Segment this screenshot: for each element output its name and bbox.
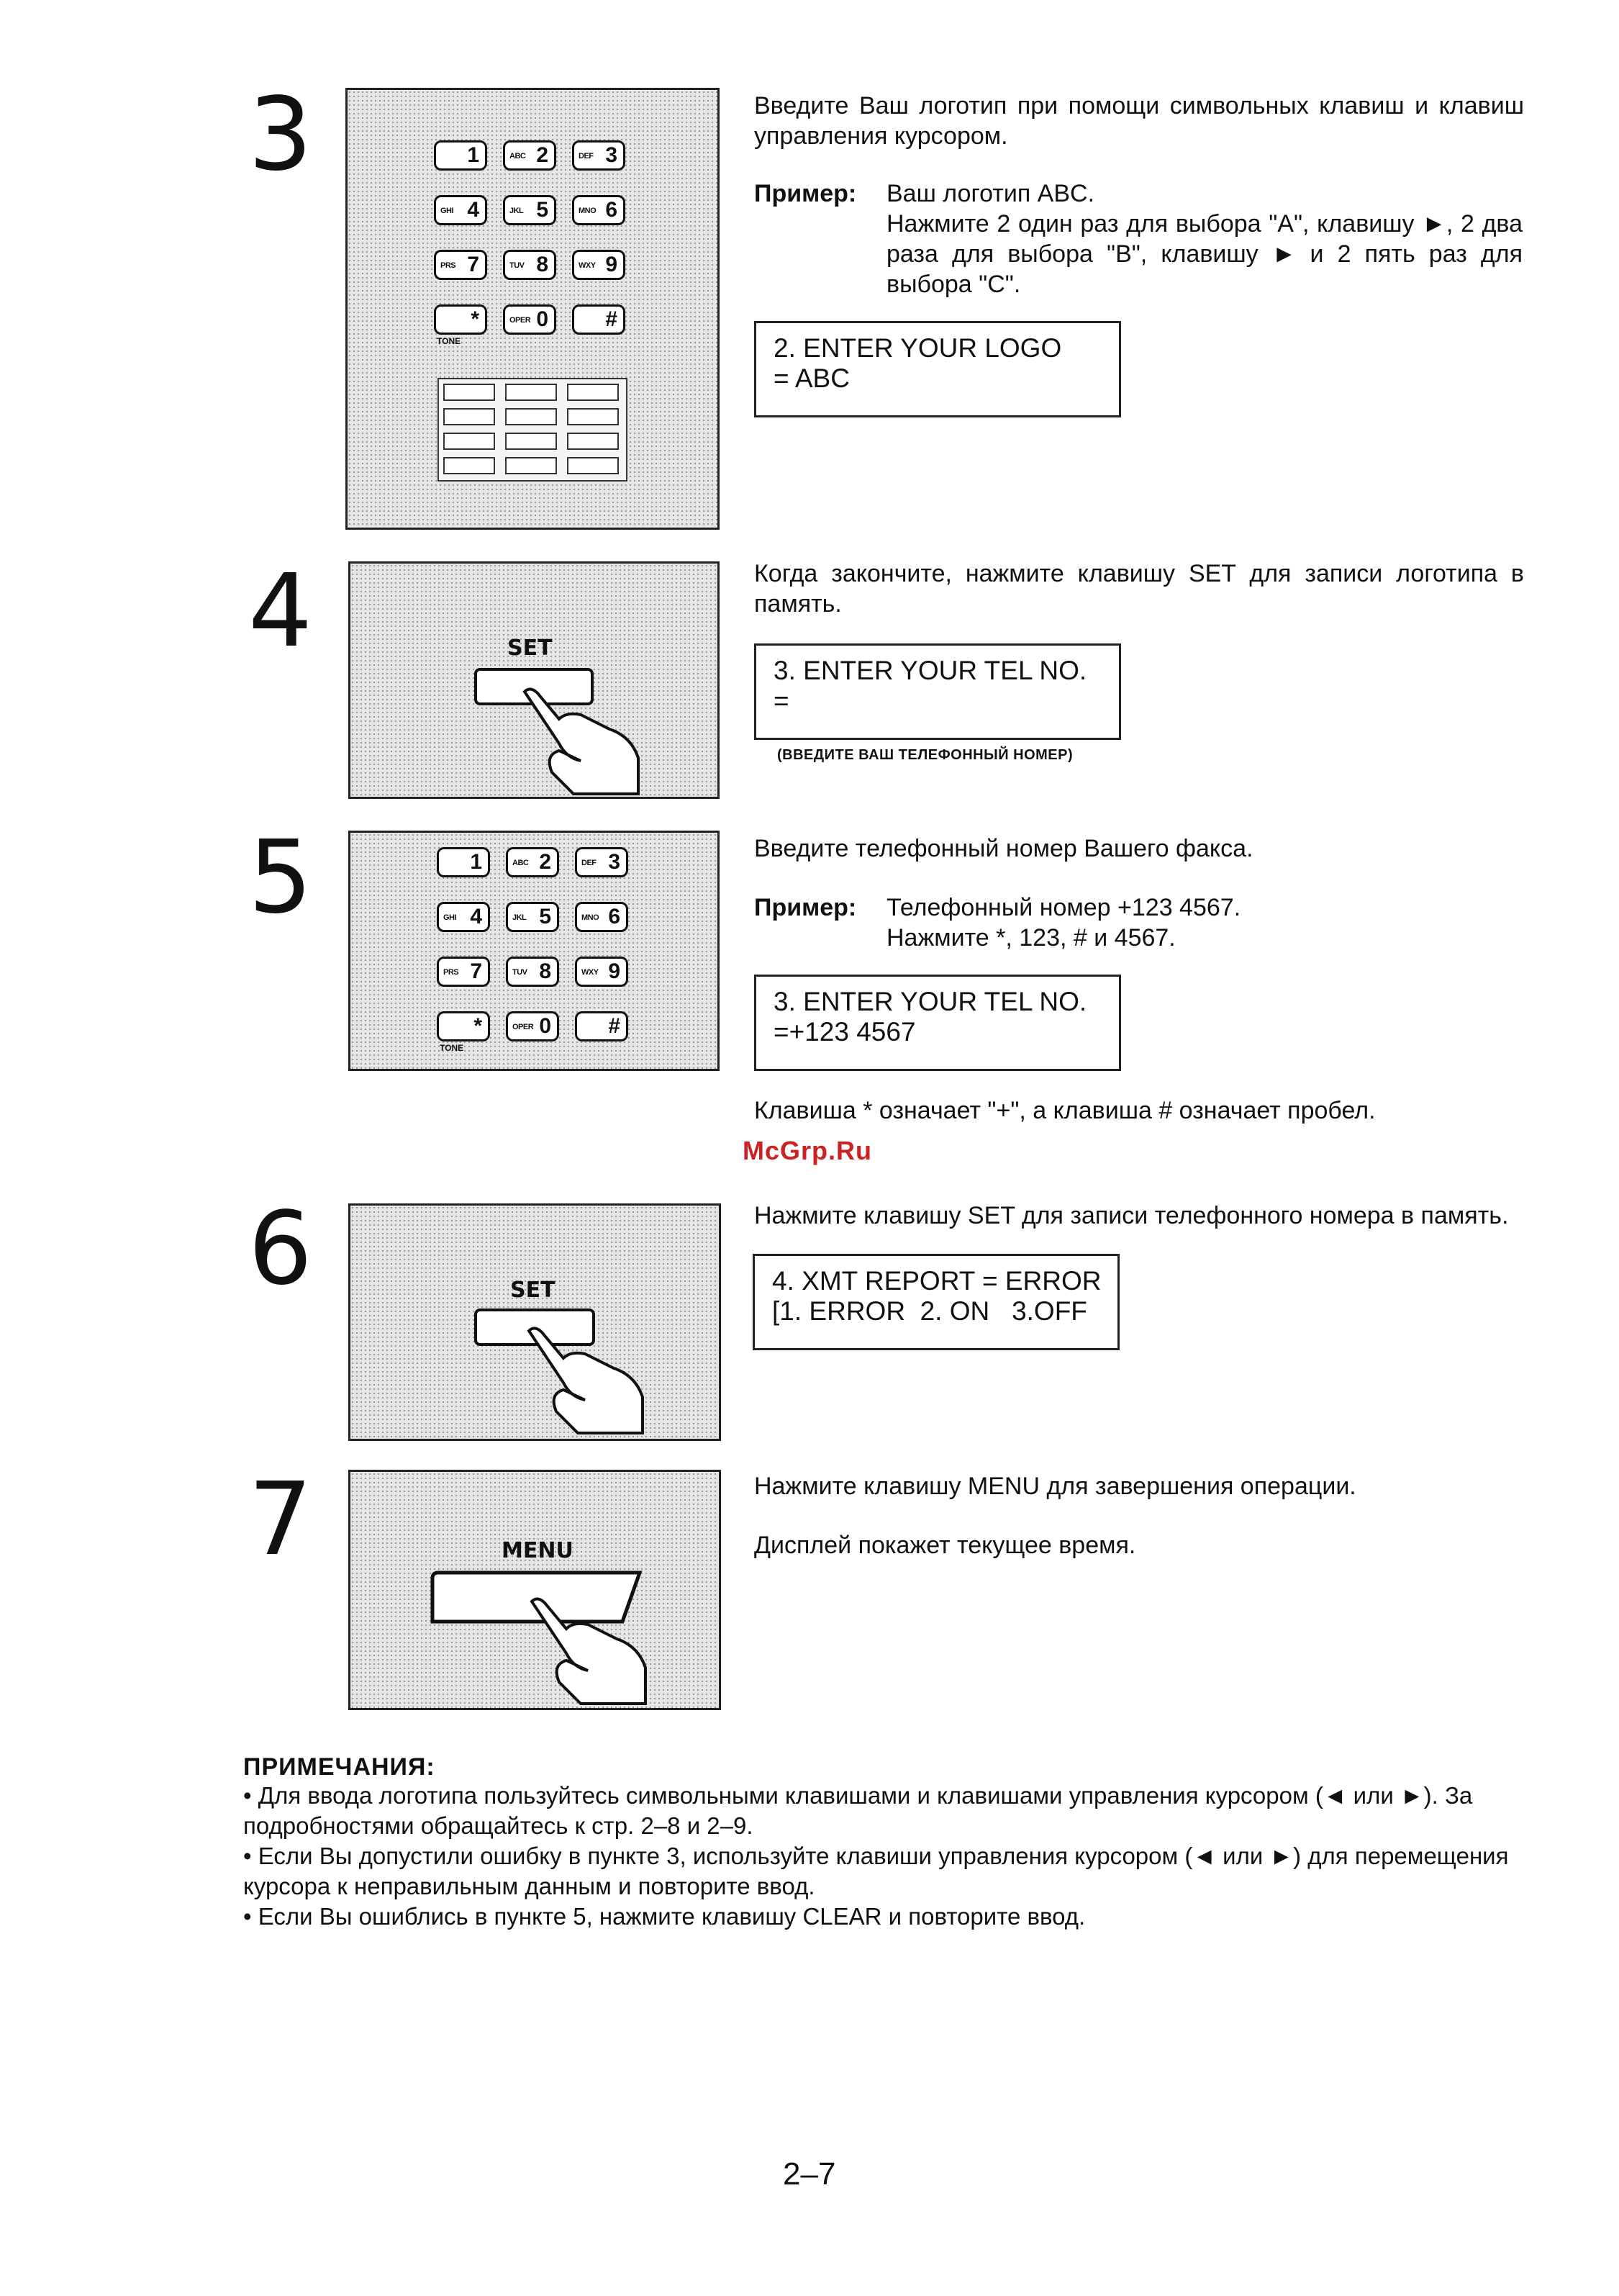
keypad-key-letters: GHI xyxy=(443,913,457,922)
keypad-key-digit: 7 xyxy=(467,253,479,276)
set-panel-step-4 xyxy=(348,561,720,799)
keypad-key-letters: WXY xyxy=(579,261,596,270)
keypad-key-letters: PRS xyxy=(443,968,459,977)
keypad-key-letters: DEF xyxy=(581,859,597,867)
pointing-hand-icon xyxy=(520,1325,657,1440)
note-item xyxy=(243,1902,1510,1932)
pointing-hand-icon xyxy=(523,1596,660,1711)
one-touch-key xyxy=(505,384,557,401)
display-line-2: =+123 4567 xyxy=(774,1017,916,1047)
bullet-icon: • xyxy=(243,1782,258,1809)
keypad-key-digit: 0 xyxy=(536,307,548,331)
display-step-4 xyxy=(754,643,1121,740)
step-7-text-2: Дисплей покажет текущее время. xyxy=(754,1532,1136,1559)
step-5-footnote: Клавиша * означает "+", а клавиша # означает пробел. xyxy=(754,1097,1376,1124)
keypad-key-letters: MNO xyxy=(581,913,599,922)
one-touch-key xyxy=(505,457,557,474)
one-touch-keys xyxy=(437,378,627,482)
tone-label: TONE xyxy=(437,336,461,346)
keypad-key-letters: PRS xyxy=(440,261,456,270)
step-3-example-line-1: Ваш логотип ABC. xyxy=(886,180,1095,207)
tone-label: TONE xyxy=(440,1043,464,1053)
one-touch-key xyxy=(505,408,557,425)
step-3-example-line-2: Нажмите 2 один раз для выбора "A", клавишу ►, 2 два раза для выбора "B", клавишу ► и 2 пять раз для выбора "C". xyxy=(886,210,1523,298)
keypad-key-digit: 4 xyxy=(467,198,479,222)
display-caption: (ВВЕДИТЕ ВАШ ТЕЛЕФОННЫЙ НОМЕР) xyxy=(777,747,1074,763)
keypad-key-digit: 9 xyxy=(608,959,620,983)
step-3-example-label: Пример: xyxy=(754,180,857,207)
note-item xyxy=(243,1841,1510,1902)
display-line-1: 2. ENTER YOUR LOGO xyxy=(774,333,1062,363)
keypad-key[interactable] xyxy=(437,847,490,877)
step-5-example-line-2: Нажмите *, 123, # и 4567. xyxy=(886,924,1176,952)
step-3-number: 3 xyxy=(248,76,313,194)
keypad-key[interactable] xyxy=(575,1011,628,1041)
page-number: 2–7 xyxy=(783,2156,836,2192)
keypad-key[interactable] xyxy=(503,250,556,280)
keypad-panel-step-3 xyxy=(345,88,720,530)
keypad-key[interactable] xyxy=(434,195,487,225)
one-touch-key xyxy=(443,457,495,474)
one-touch-key xyxy=(443,433,495,450)
notes-title: ПРИМЕЧАНИЯ: xyxy=(243,1753,435,1781)
keypad-key-letters: OPER xyxy=(512,1023,534,1031)
keypad-key-letters: WXY xyxy=(581,968,599,977)
step-5-intro: Введите телефонный номер Вашего факса. xyxy=(754,835,1253,862)
keypad-key[interactable] xyxy=(575,902,628,932)
keypad-key[interactable] xyxy=(506,957,559,987)
keypad-key[interactable] xyxy=(506,902,559,932)
keypad-key-digit: 5 xyxy=(536,198,548,222)
keypad-key-letters: ABC xyxy=(512,859,529,867)
keypad-key[interactable] xyxy=(434,140,487,171)
step-7-number: 7 xyxy=(248,1461,313,1578)
keypad-key-letters: DEF xyxy=(579,152,594,161)
keypad-key-digit: 2 xyxy=(539,850,551,874)
note-text: Если Вы ошиблись в пункте 5, нажмите клавишу CLEAR и повторите ввод. xyxy=(258,1903,1086,1930)
step-5-number: 5 xyxy=(248,819,313,936)
bullet-icon: • xyxy=(243,1843,258,1869)
display-step-5 xyxy=(754,975,1121,1071)
step-3-intro: Введите Ваш логотип при помощи символьных клавиш и клавиш управления курсором. xyxy=(754,92,1524,150)
keypad-key[interactable] xyxy=(434,250,487,280)
keypad-key[interactable] xyxy=(503,195,556,225)
keypad-key[interactable] xyxy=(506,1011,559,1041)
keypad-key[interactable] xyxy=(575,847,628,877)
keypad-key-digit: # xyxy=(605,307,617,331)
one-touch-key xyxy=(567,457,619,474)
keypad-panel-step-5 xyxy=(348,831,720,1071)
display-step-3 xyxy=(754,321,1121,417)
keypad-key-letters: JKL xyxy=(509,207,524,215)
set-panel-step-6 xyxy=(348,1203,721,1441)
one-touch-key xyxy=(443,408,495,425)
one-touch-key xyxy=(567,433,619,450)
step-6-number: 6 xyxy=(248,1190,313,1308)
note-text: Для ввода логотипа пользуйтесь символьными клавишами и клавишами управления курсором (◄ или ►). За подробностями обращайтесь к стр. 2–8 и 2–9. xyxy=(243,1782,1473,1839)
keypad-key-letters: ABC xyxy=(509,152,526,161)
keypad-key[interactable] xyxy=(437,1011,490,1041)
display-line-2: [1. ERROR 2. ON 3.OFF xyxy=(772,1296,1087,1326)
note-text: Если Вы допустили ошибку в пункте 3, используйте клавиши управления курсором (◄ или ►) для перемещения курсора к неправильным данным и повторите ввод. xyxy=(243,1843,1509,1899)
one-touch-key xyxy=(567,408,619,425)
keypad-key-letters: MNO xyxy=(579,207,597,215)
keypad-key-digit: 6 xyxy=(605,198,617,222)
keypad-key[interactable] xyxy=(575,957,628,987)
keypad-key[interactable] xyxy=(503,304,556,335)
keypad-key-digit: 2 xyxy=(536,143,548,167)
display-line-1: 4. XMT REPORT = ERROR xyxy=(772,1266,1102,1296)
keypad-key-digit: 9 xyxy=(605,253,617,276)
step-5-example-label: Пример: xyxy=(754,894,857,921)
keypad-key-letters: TUV xyxy=(512,968,527,977)
keypad-key-digit: # xyxy=(608,1014,620,1038)
keypad-key[interactable] xyxy=(572,250,625,280)
keypad-key[interactable] xyxy=(434,304,487,335)
keypad-key-digit: 8 xyxy=(539,959,551,983)
keypad-key-digit: 0 xyxy=(539,1014,551,1038)
step-4-text: Когда закончите, нажмите клавишу SET для записи логотипа в память. xyxy=(754,560,1524,618)
keypad-key[interactable] xyxy=(572,195,625,225)
keypad-key-digit: 1 xyxy=(467,143,479,167)
keypad-key[interactable] xyxy=(506,847,559,877)
menu-panel-step-7 xyxy=(348,1470,721,1710)
keypad-key[interactable] xyxy=(437,902,490,932)
keypad-key-digit: 7 xyxy=(470,959,482,983)
bullet-icon: • xyxy=(243,1903,258,1930)
watermark: McGrp.Ru xyxy=(743,1136,873,1165)
keypad-key-digit: 3 xyxy=(608,850,620,874)
one-touch-key xyxy=(443,384,495,401)
pointing-hand-icon xyxy=(516,686,653,801)
keypad-key[interactable] xyxy=(572,140,625,171)
keypad-key-letters: OPER xyxy=(509,316,531,325)
keypad-key[interactable] xyxy=(437,957,490,987)
display-step-6 xyxy=(753,1254,1120,1350)
keypad xyxy=(437,847,631,1063)
keypad-key-digit: 8 xyxy=(536,253,548,276)
keypad-key-digit: 3 xyxy=(605,143,617,167)
keypad-key-letters: GHI xyxy=(440,207,454,215)
keypad-key-letters: TUV xyxy=(509,261,525,270)
display-line-2: = ABC xyxy=(774,363,850,393)
step-7-text: Нажмите клавишу MENU для завершения операции. xyxy=(754,1473,1356,1500)
note-item xyxy=(243,1781,1510,1841)
keypad-key[interactable] xyxy=(503,140,556,171)
keypad-key-digit: * xyxy=(471,307,479,331)
display-line-1: 3. ENTER YOUR TEL NO. xyxy=(774,656,1087,685)
one-touch-key xyxy=(505,433,557,450)
keypad-key-letters: JKL xyxy=(512,913,527,922)
display-line-2: = xyxy=(774,686,789,715)
step-5-example-line-1: Телефонный номер +123 4567. xyxy=(886,894,1241,921)
one-touch-key xyxy=(567,384,619,401)
keypad-key-digit: * xyxy=(473,1014,482,1038)
keypad-key-digit: 5 xyxy=(539,905,551,928)
step-6-text: Нажмите клавишу SET для записи телефонного номера в память. xyxy=(754,1202,1509,1229)
keypad-key-digit: 1 xyxy=(470,850,482,874)
keypad-key-digit: 6 xyxy=(608,905,620,928)
keypad xyxy=(434,140,628,356)
menu-label: MENU xyxy=(502,1538,573,1563)
step-4-number: 4 xyxy=(248,553,313,670)
display-line-1: 3. ENTER YOUR TEL NO. xyxy=(774,987,1087,1016)
set-label: SET xyxy=(507,636,553,661)
keypad-key-digit: 4 xyxy=(470,905,482,928)
set-label: SET xyxy=(510,1278,555,1303)
keypad-key[interactable] xyxy=(572,304,625,335)
